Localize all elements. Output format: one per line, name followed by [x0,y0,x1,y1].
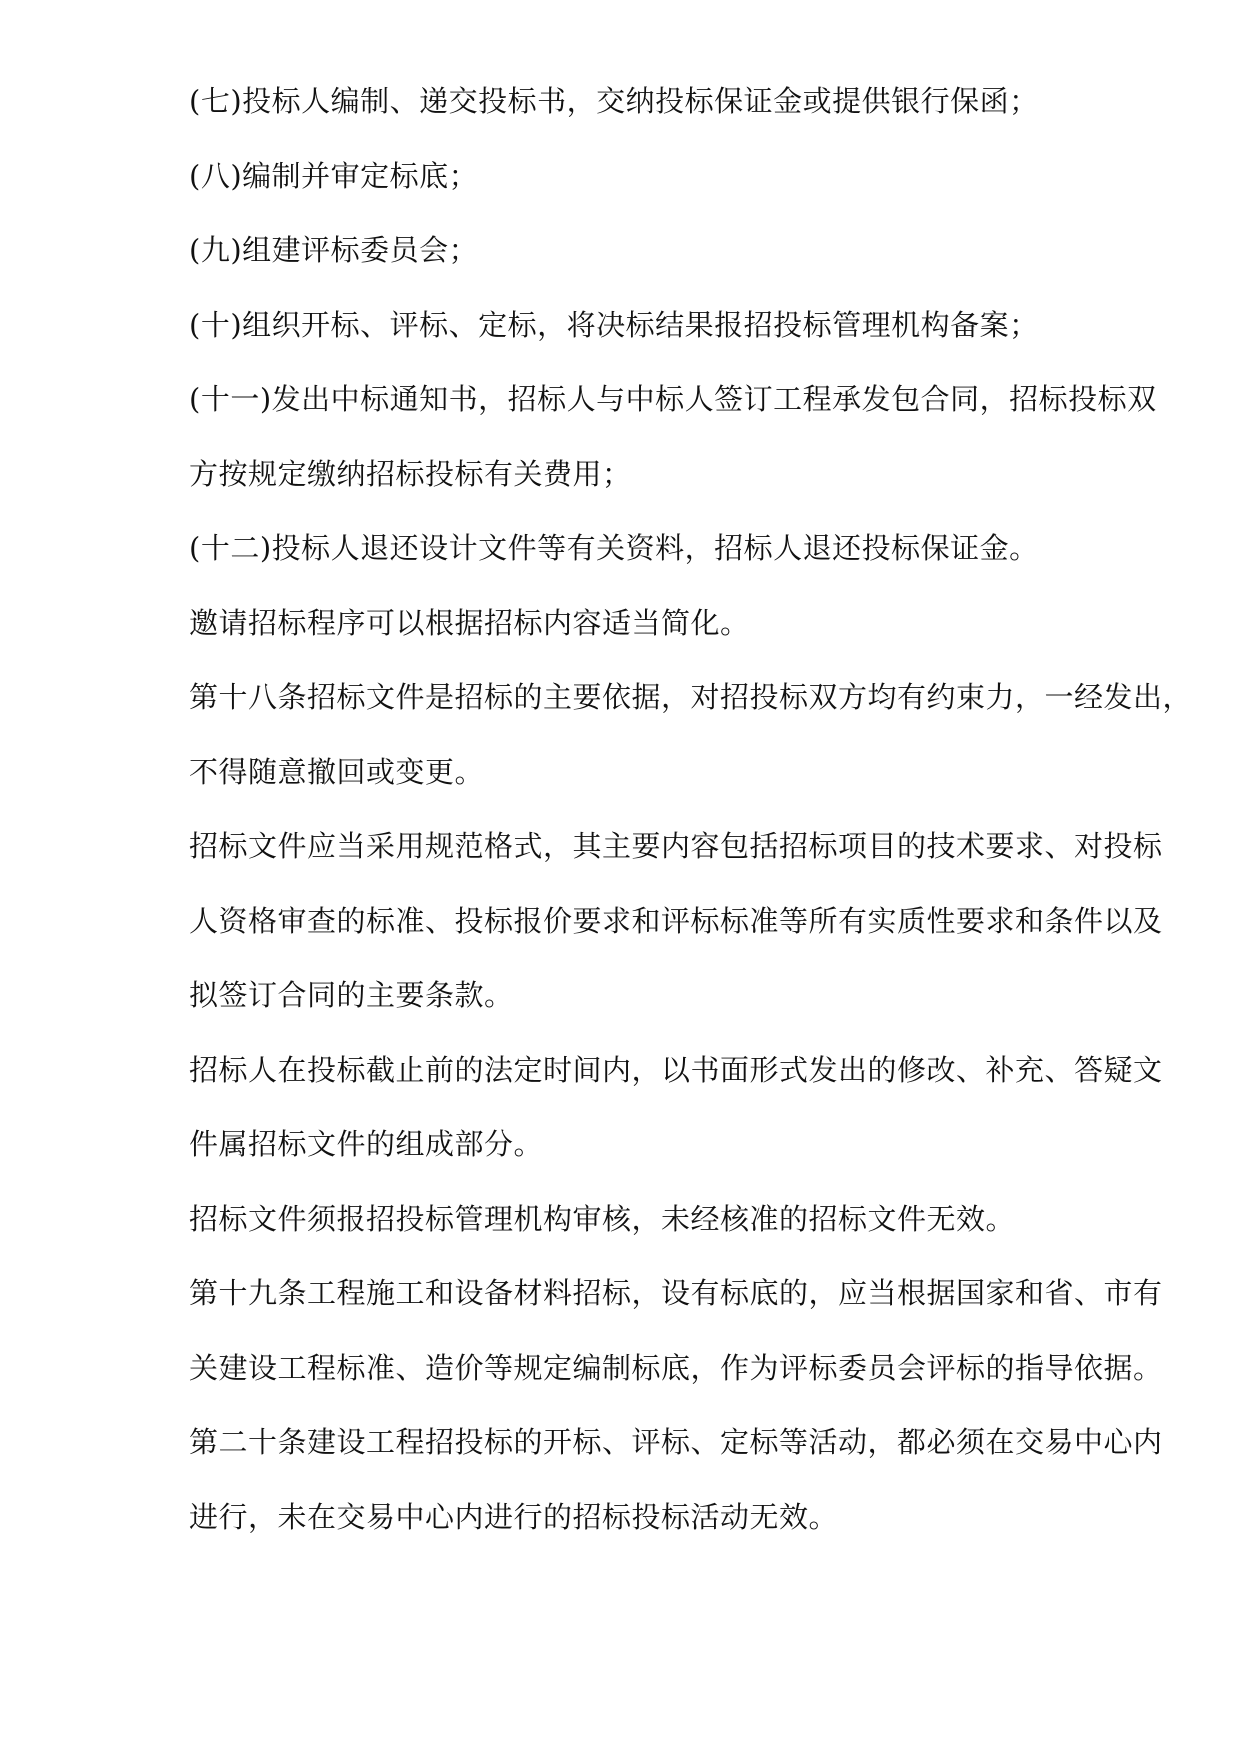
text-line-item-10: (十)组织开标、评标、定标，将决标结果报招投标管理机构备案； [189,307,1039,342]
text-line-item-11: (十一)发出中标通知书，招标人与中标人签订工程承发包合同，招标投标双 [189,382,1157,416]
text-line-item-8: (八)编制并审定标底； [189,158,479,193]
text-line-article-18-cont: 不得随意撤回或变更。 [189,754,485,789]
text-line-item-11-cont: 方按规定缴纳招标投标有关费用； [189,456,632,491]
text-line-tender-doc-1: 招标文件应当采用规范格式，其主要内容包括招标项目的技术要求、对投标 [189,829,1163,863]
document-body [189,64,1193,1554]
text-line-article-19-cont: 关建设工程标准、造价等规定编制标底，作为评标委员会评标的指导依据。 [189,1350,1163,1385]
text-line-article-20: 第二十条建设工程招投标的开标、评标、定标等活动，都必须在交易中心内 [189,1425,1163,1459]
text-line-article-20-cont: 进行，未在交易中心内进行的招标投标活动无效。 [189,1499,839,1534]
text-line-item-7: (七)投标人编制、递交投标书，交纳投标保证金或提供银行保函； [189,84,1039,118]
text-line-amendment-1: 招标人在投标截止前的法定时间内，以书面形式发出的修改、补充、答疑文 [189,1052,1163,1087]
text-line-item-12: (十二)投标人退还设计文件等有关资料，招标人退还投标保证金。 [189,531,1039,565]
text-line-amendment-2: 件属招标文件的组成部分。 [189,1127,544,1161]
text-line-tender-doc-2: 人资格审查的标准、投标报价要求和评标标准等所有实质性要求和条件以及 [189,903,1163,938]
text-line-review: 招标文件须报招投标管理机构审核，未经核准的招标文件无效。 [189,1201,1016,1236]
text-line-tender-doc-3: 拟签订合同的主要条款。 [189,978,514,1012]
text-line-article-19: 第十九条工程施工和设备材料招标，设有标底的，应当根据国家和省、市有 [189,1276,1163,1310]
text-line-article-18: 第十八条招标文件是招标的主要依据，对招投标双方均有约束力，一经发出， [189,680,1193,714]
text-line-invite-note: 邀请招标程序可以根据招标内容适当简化。 [189,605,750,640]
text-line-item-9: (九)组建评标委员会； [189,233,479,267]
